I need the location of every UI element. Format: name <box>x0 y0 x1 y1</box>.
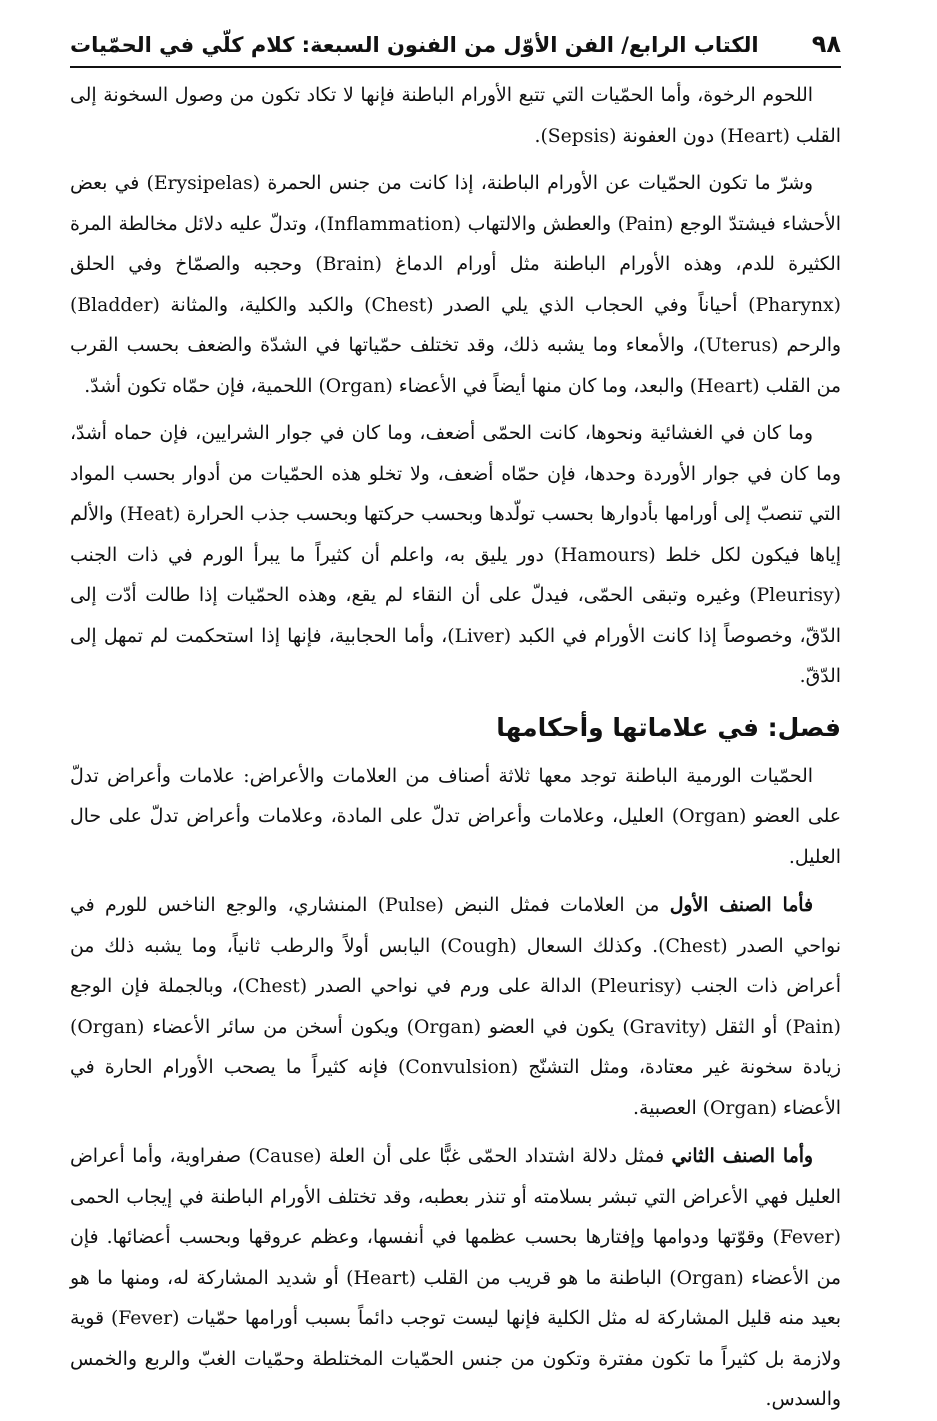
section-heading: فصل: في علاماتها وأحكامها <box>496 712 841 742</box>
second-type-text: فمثل دلالة اشتداد الحمّى غبًّا على أن العلة (Cause) صفراوية، وأما أعراض العليل فهي الأعراض التي تبشر بسلامته أو تنذر بعطبه، وقد تختلف الأورام الباطنة في إيجاب الحمى (Fever) وقوّتها ودوامها وإفتارها بحسب عظمها في أنفسها، وعظم عروقها وبحسب أعضائها. فإن من الأعضاء (Organ) الباطنة ما هو قريب من القلب (Heart) أو شديد المشاركة له، ومنها ما هو بعيد منه قليل المشاركة له مثل الكلية فإنها ليست توجب دائماً بسبب أورامها حمّيات (Fever) قوية ولازمة بل كثيراً ما تكون مفترة وتكون من جنس الحمّيات المختلطة وحمّيات الغبّ والربع والخمس والسدس. <box>70 1146 841 1410</box>
paragraph-2: وشرّ ما تكون الحمّيات عن الأورام الباطنة، إذا كانت من جنس الحمرة (Erysipelas) في بعض الأحشاء فيشتدّ الوجع (Pain) والعطش والالتهاب (Inflammation)، وتدلّ عليه دلائل مخالطة المرة الكثيرة للدم، وهذه الأورام الباطنة مثل أورام الدماغ (Brain) وحجبه والصمّاخ وفي الحلق (Pharynx) أحياناً وفي الحجاب الذي يلي الصدر (Chest) والكبد والكلية، والمثانة (Bladder) والرحم (Uterus)، والأمعاء وما يشبه ذلك، وقد تختلف حمّياتها في الشدّة والضعف بحسب القرب من القلب (Heart) والبعد، وما كان منها أيضاً في الأعضاء (Organ) اللحمية، فإن حمّاه تكون أشدّ. <box>70 173 842 397</box>
running-header <box>70 30 841 66</box>
first-type-paragraph <box>70 885 841 1129</box>
header-rule <box>70 66 841 68</box>
paragraph-3: وما كان في الغشائية ونحوها، كانت الحمّى أضعف، وما كان في جوار الشرايين، فإن حماه أشدّ، وما كان في جوار الأوردة وحدها، فإن حمّاه أضعف، ولا تخلو هذه الحمّيات من أدوار بحسب المواد التي تنصبّ إلى أورامها بأدوارها بحسب تولّدها وبحسب حركتها وبحسب جذب الحرارة (Heat) والألم إياها فيكون لكل خلط (Hamours) دور يليق به، واعلم أن كثيراً ما يبرأ الورم في ذات الجنب (Pleurisy) وغيره وتبقى الحمّى، فيدلّ على أن النقاء لم يقع، وهذه الحمّيات إذا طالت أدّت إلى الدّقّ، وخصوصاً إذا كانت الأورام في الكبد (Liver)، وأما الحجابية، فإنها إذا استحكمت لم تمهل إلى الدّقّ. <box>70 423 841 687</box>
running-title: الكتاب الرابع/ الفن الأوّل من الفنون السبعة: كلام كلّي في الحمّيات <box>70 33 759 57</box>
second-type-paragraph <box>70 1136 841 1421</box>
first-type-text: من العلامات فمثل النبض (Pulse) المنشاري، والوجع الناخس للورم في نواحي الصدر (Chest). وكذلك السعال (Cough) اليابس أولاً والرطب ثانياً، وما يشبه ذلك من أعراض ذات الجنب (Pleurisy) الدالة على ورم في نواحي الصدر (Chest)، وبالجملة فإن الوجع (Pain) أو الثقل (Gravity) يكون في العضو (Organ) ويكون أسخن من سائر الأعضاء (Organ) زيادة سخونة غير معتادة، ومثل التشنّج (Convulsion) فإنه كثيراً ما يصحب الأورام الحارة في الأعضاء (Organ) العصبية. <box>70 895 842 1119</box>
second-type-lead: وأما الصنف الثاني <box>671 1145 813 1167</box>
page-number: ٩٨ <box>811 30 841 58</box>
first-type-lead: فأما الصنف الأول <box>669 894 813 916</box>
body-text <box>70 76 841 1421</box>
section-intro: الحمّيات الورمية الباطنة توجد معها ثلاثة أصناف من العلامات والأعراض: علامات وأعراض تدلّ على العضو (Organ) العليل، وعلامات وأعراض تدلّ على المادة، وعلامات وأعراض تدلّ على حال العليل. <box>70 765 841 868</box>
paragraph-1: اللحوم الرخوة، وأما الحمّيات التي تتبع الأورام الباطنة فإنها لا تكاد تكون من وصول السخونة إلى القلب (Heart) دون العفونة (Sepsis). <box>70 85 841 147</box>
